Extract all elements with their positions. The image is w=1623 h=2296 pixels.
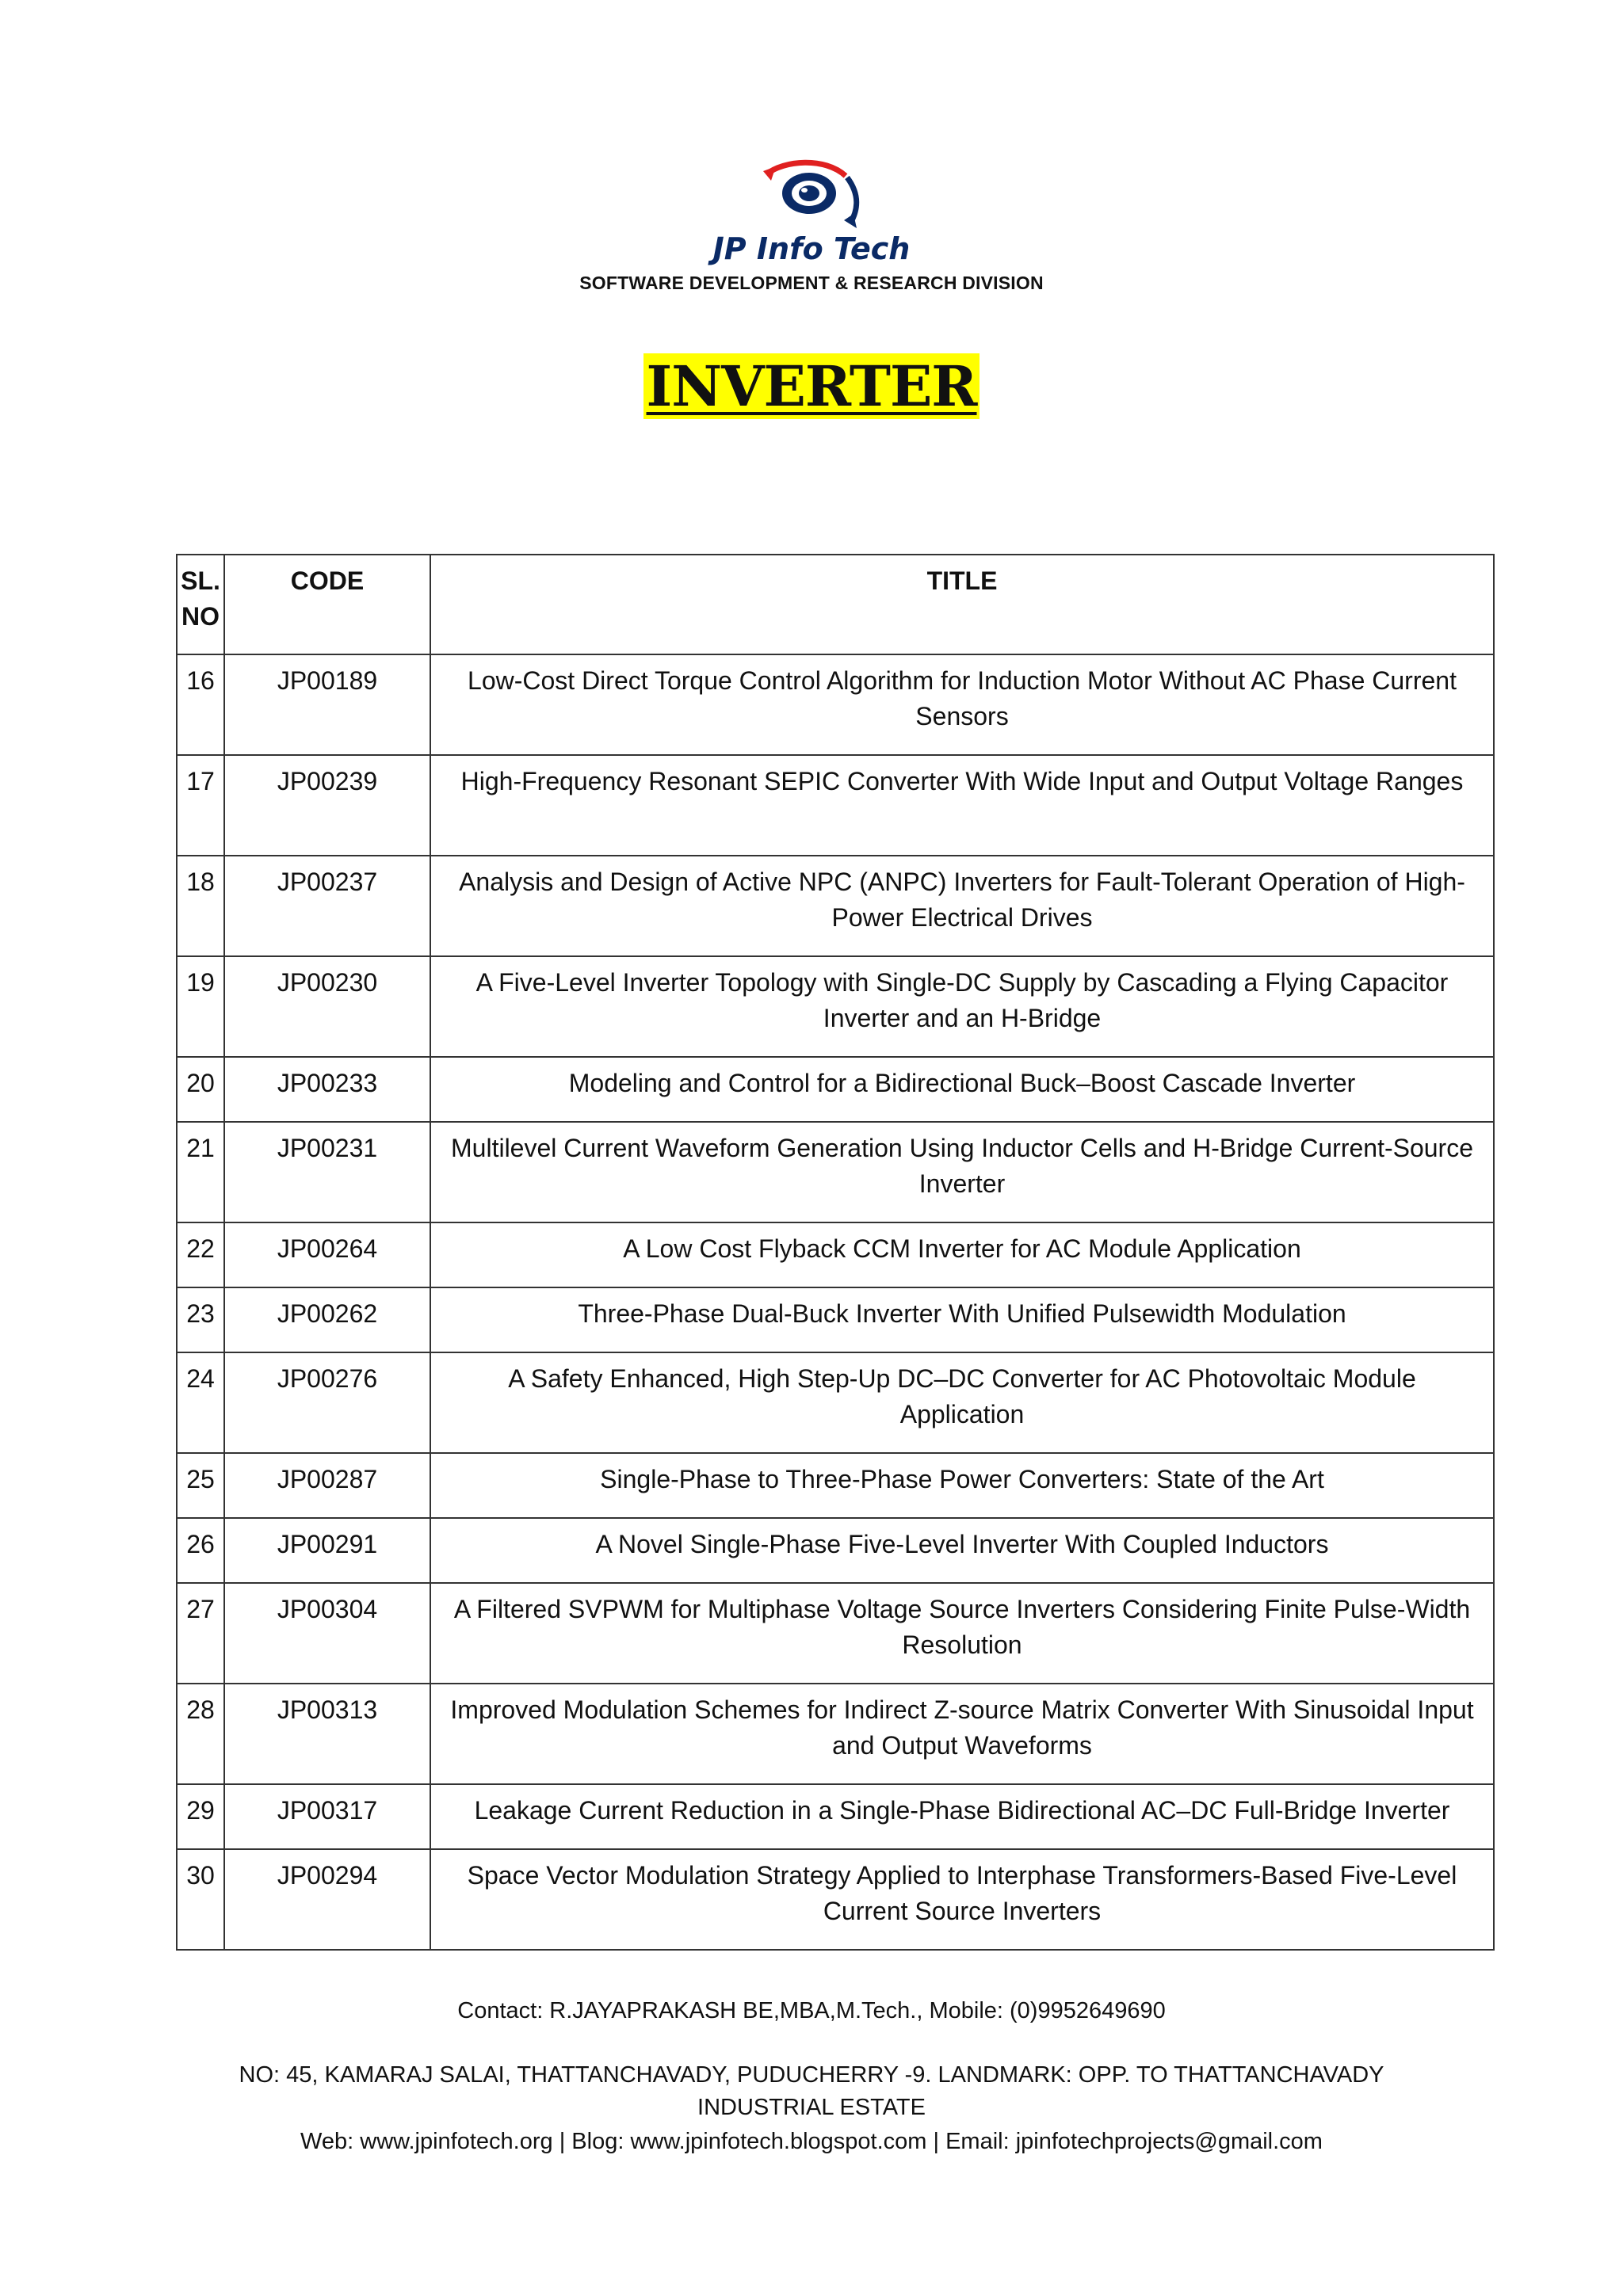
table-row bbox=[177, 1287, 1494, 1352]
row-sl-no: 27 bbox=[177, 1583, 224, 1684]
division-subtitle: SOFTWARE DEVELOPMENT & RESEARCH DIVISION bbox=[579, 273, 1044, 293]
row-code: JP00317 bbox=[224, 1784, 430, 1849]
row-sl-no: 20 bbox=[177, 1057, 224, 1122]
row-title: Three-Phase Dual-Buck Inverter With Unified Pulsewidth Modulation bbox=[430, 1287, 1494, 1352]
table-row bbox=[177, 856, 1494, 956]
footer-web-links: Web: www.jpinfotech.org | Blog: www.jpinfotech.blogspot.com | Email: jpinfotechprojects@gmail.com bbox=[300, 2129, 1323, 2154]
table-row bbox=[177, 1057, 1494, 1122]
row-code: JP00276 bbox=[224, 1352, 430, 1453]
row-title: Analysis and Design of Active NPC (ANPC) Inverters for Fault-Tolerant Operation of High-Power Electrical Drives bbox=[430, 856, 1494, 956]
row-title: A Safety Enhanced, High Step-Up DC–DC Converter for AC Photovoltaic Module Application bbox=[430, 1352, 1494, 1453]
row-title: Leakage Current Reduction in a Single-Phase Bidirectional AC–DC Full-Bridge Inverter bbox=[430, 1784, 1494, 1849]
row-code: JP00231 bbox=[224, 1122, 430, 1222]
row-title: High-Frequency Resonant SEPIC Converter With Wide Input and Output Voltage Ranges bbox=[430, 755, 1494, 856]
row-sl-no: 16 bbox=[177, 654, 224, 755]
table-row bbox=[177, 1453, 1494, 1518]
row-sl-no: 17 bbox=[177, 755, 224, 856]
row-title: Modeling and Control for a Bidirectional Buck–Boost Cascade Inverter bbox=[430, 1057, 1494, 1122]
row-code: JP00304 bbox=[224, 1583, 430, 1684]
table-row bbox=[177, 1518, 1494, 1583]
row-sl-no: 25 bbox=[177, 1453, 224, 1518]
row-code: JP00287 bbox=[224, 1453, 430, 1518]
row-sl-no: 21 bbox=[177, 1122, 224, 1222]
row-code: JP00233 bbox=[224, 1057, 430, 1122]
row-sl-no: 23 bbox=[177, 1287, 224, 1352]
table-row bbox=[177, 1122, 1494, 1222]
row-sl-no: 24 bbox=[177, 1352, 224, 1453]
row-title: Single-Phase to Three-Phase Power Converters: State of the Art bbox=[430, 1453, 1494, 1518]
project-table bbox=[176, 554, 1495, 1951]
row-sl-no: 19 bbox=[177, 956, 224, 1057]
row-title: Low-Cost Direct Torque Control Algorithm for Induction Motor Without AC Phase Current Sensors bbox=[430, 654, 1494, 755]
table-header-row bbox=[177, 555, 1494, 654]
row-title: A Low Cost Flyback CCM Inverter for AC Module Application bbox=[430, 1222, 1494, 1287]
row-title: A Filtered SVPWM for Multiphase Voltage Source Inverters Considering Finite Pulse-Width Resolution bbox=[430, 1583, 1494, 1684]
table-row bbox=[177, 1784, 1494, 1849]
eye-swoosh-logo-icon bbox=[752, 155, 871, 231]
page-heading bbox=[0, 353, 1623, 420]
row-sl-no: 28 bbox=[177, 1684, 224, 1784]
row-code: JP00239 bbox=[224, 755, 430, 856]
row-code: JP00237 bbox=[224, 856, 430, 956]
row-code: JP00294 bbox=[224, 1849, 430, 1950]
row-code: JP00230 bbox=[224, 956, 430, 1057]
brand-name: JP Info Tech bbox=[712, 231, 911, 266]
row-code: JP00291 bbox=[224, 1518, 430, 1583]
table-row bbox=[177, 1684, 1494, 1784]
table-row bbox=[177, 755, 1494, 856]
header-sl-no: SL. NO bbox=[177, 555, 224, 654]
row-title: Space Vector Modulation Strategy Applied to Interphase Transformers-Based Five-Level Current Source Inverters bbox=[430, 1849, 1494, 1950]
row-title: Multilevel Current Waveform Generation Using Inductor Cells and H-Bridge Current-Source Inverter bbox=[430, 1122, 1494, 1222]
table-row bbox=[177, 1352, 1494, 1453]
row-sl-no: 29 bbox=[177, 1784, 224, 1849]
table-row bbox=[177, 654, 1494, 755]
table-row bbox=[177, 1222, 1494, 1287]
header-logo-block bbox=[0, 155, 1623, 293]
header-title: TITLE bbox=[430, 555, 1494, 654]
table-row bbox=[177, 956, 1494, 1057]
row-title: Improved Modulation Schemes for Indirect Z-source Matrix Converter With Sinusoidal Input and Output Waveforms bbox=[430, 1684, 1494, 1784]
table-row bbox=[177, 1583, 1494, 1684]
row-title: A Novel Single-Phase Five-Level Inverter With Coupled Inductors bbox=[430, 1518, 1494, 1583]
row-title: A Five-Level Inverter Topology with Single-DC Supply by Cascading a Flying Capacitor Inverter and an H-Bridge bbox=[430, 956, 1494, 1057]
header-code: CODE bbox=[224, 555, 430, 654]
row-sl-no: 26 bbox=[177, 1518, 224, 1583]
row-code: JP00264 bbox=[224, 1222, 430, 1287]
page-heading-text: INVERTER bbox=[643, 353, 980, 419]
row-sl-no: 30 bbox=[177, 1849, 224, 1950]
row-code: JP00262 bbox=[224, 1287, 430, 1352]
row-code: JP00313 bbox=[224, 1684, 430, 1784]
table-row bbox=[177, 1849, 1494, 1950]
row-code: JP00189 bbox=[224, 654, 430, 755]
footer-contact: Contact: R.JAYAPRAKASH BE,MBA,M.Tech., Mobile: (0)9952649690 bbox=[457, 1998, 1166, 2023]
row-sl-no: 18 bbox=[177, 856, 224, 956]
row-sl-no: 22 bbox=[177, 1222, 224, 1287]
footer-address: NO: 45, KAMARAJ SALAI, THATTANCHAVADY, PUDUCHERRY -9. LANDMARK: OPP. TO THATTANCHAVADY INDUSTRIAL ESTATE bbox=[239, 2062, 1384, 2120]
